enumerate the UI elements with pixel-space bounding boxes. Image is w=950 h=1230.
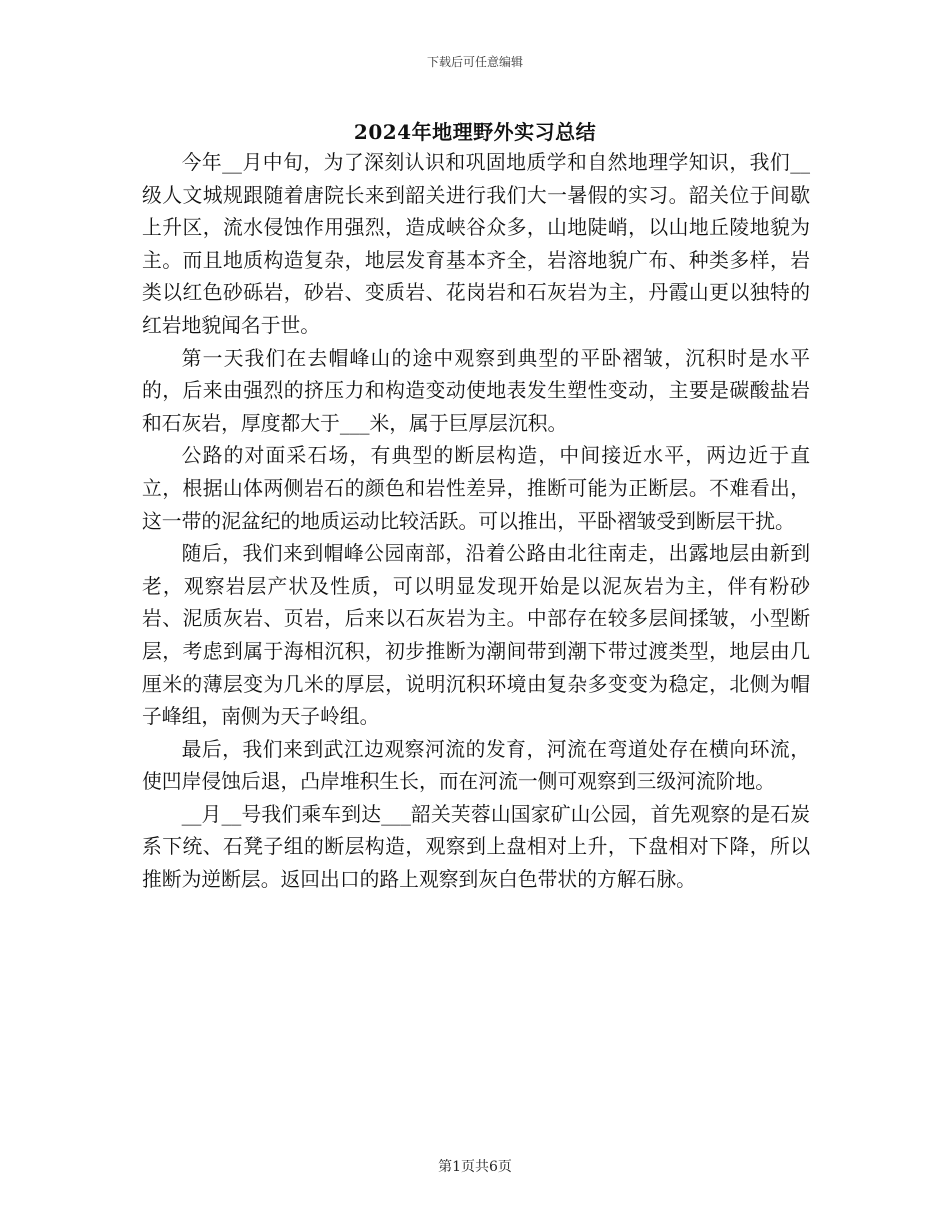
page-header: 下载后可任意编辑 xyxy=(426,55,523,69)
paragraph-3: 公路的对面采石场，有典型的断层构造，中间接近水平，两边近于直立，根据山体两侧岩石的颜色和岩性差异，推断可能为正断层。不难看出，这一带的泥盆纪的地质运动比较活跃。可以推出，平卧褶皱受到断层干扰。 xyxy=(142,444,810,533)
document-body xyxy=(142,147,810,897)
paragraph-4: 随后，我们来到帽峰公园南部，沿着公路由北往南走，出露地层由新到老，观察岩层产状及性质，可以明显发现开始是以泥灰岩为主，伴有粉砂岩、泥质灰岩、页岩，后来以石灰岩为主。中部存在较多层间揉皱，小型断层，考虑到属于海相沉积，初步推断为潮间带到潮下带过渡类型，地层由几厘米的薄层变为几米的厚层，说明沉积环境由复杂多变变为稳定，北侧为帽子峰组，南侧为天子岭组。 xyxy=(142,542,810,729)
paragraph-6: __月__号我们乘车到达___韶关芙蓉山国家矿山公园，首先观察的是石炭系下统、石凳子组的断层构造，观察到上盘相对上升，下盘相对下降，所以推断为逆断层。返回出口的路上观察到灰白色带状的方解石脉。 xyxy=(142,802,810,892)
paragraph-2: 第一天我们在去帽峰山的途中观察到典型的平卧褶皱，沉积时是水平的，后来由强烈的挤压力和构造变动使地表发生塑性变动，主要是碳酸盐岩和石灰岩，厚度都大于___米，属于巨厚层沉积。 xyxy=(142,346,810,435)
paragraph-5: 最后，我们来到武江边观察河流的发育，河流在弯道处存在横向环流，使凹岸侵蚀后退，凸岸堆积生长，而在河流一侧可观察到三级河流阶地。 xyxy=(142,737,810,794)
document-title: 2024年地理野外实习总结 xyxy=(353,120,597,144)
page-number: 第1页共6页 xyxy=(438,1159,512,1175)
paragraph-1: 今年__月中旬，为了深刻认识和巩固地质学和自然地理学知识，我们__级人文城规跟随着唐院长来到韶关进行我们大一暑假的实习。韶关位于间歇上升区，流水侵蚀作用强烈，造成峡谷众多，山地陡峭，以山地丘陵地貌为主。而且地质构造复杂，地层发育基本齐全，岩溶地貌广布、种类多样，岩类以红色砂砾岩，砂岩、变质岩、花岗岩和石灰岩为主，丹霞山更以独特的红岩地貌闻名于世。 xyxy=(142,151,810,337)
